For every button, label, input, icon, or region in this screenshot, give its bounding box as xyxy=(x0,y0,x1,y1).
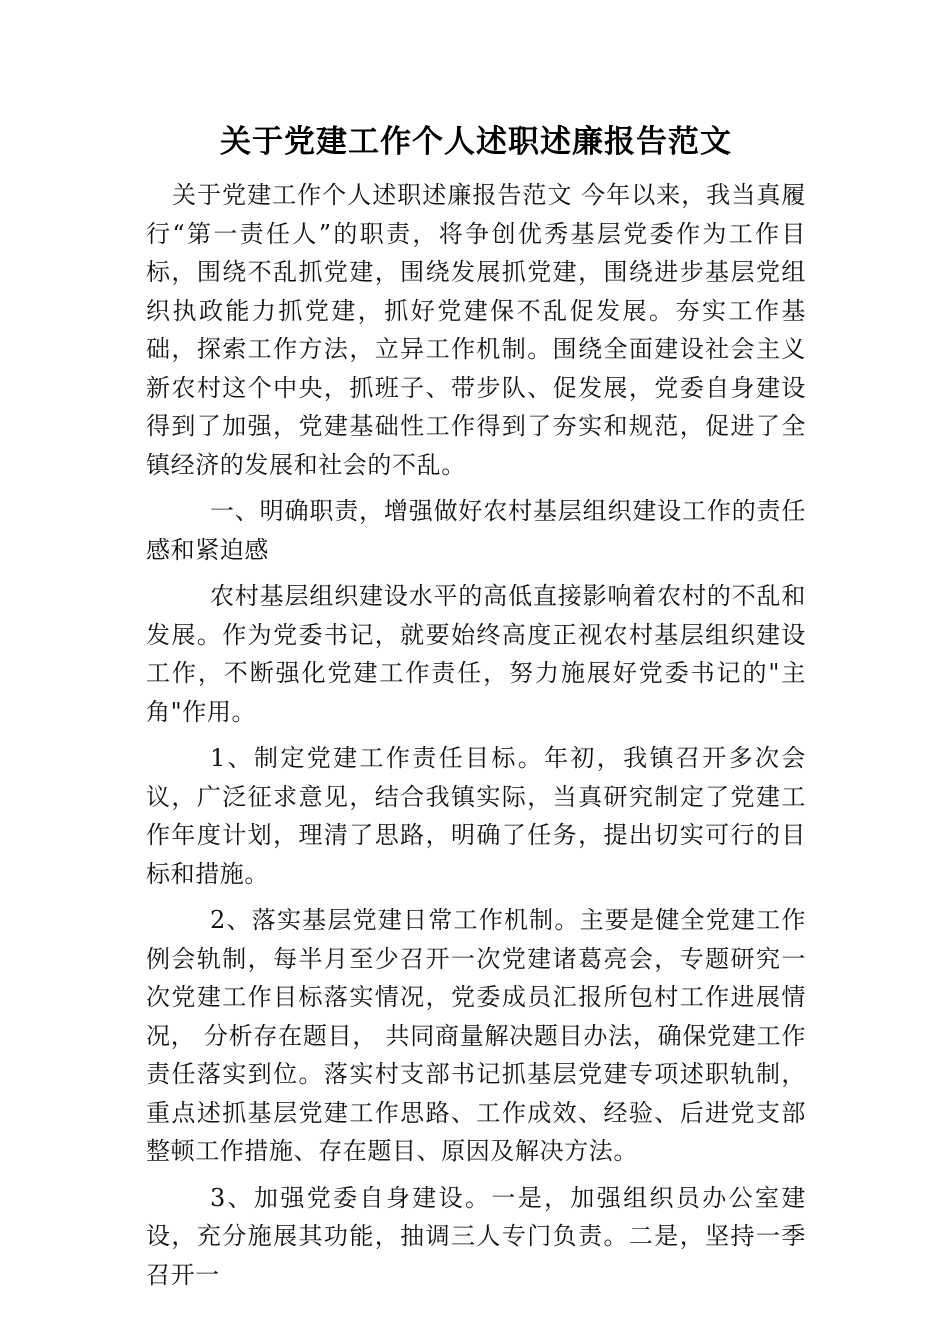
intro-paragraph: 关于党建工作个人述职述廉报告范文 今年以来，我当真履行“第一责任人”的职责，将争创优秀基层党委作为工作目标，围绕不乱抓党建，围绕发展抓党建，围绕进步基层党组织执政能力抓党建，抓好党建保不乱促发展。夯实工作基础，探索工作方法，立异工作机制。围绕全面建设社会主义新农村这个中央，抓班子、带步队、促发展，党委自身建设得到了加强，党建基础性工作得到了夯实和规范，促进了全镇经济的发展和社会的不乱。 xyxy=(146,181,806,479)
body-paragraph: 3、加强党委自身建设。一是，加强组织员办公室建设，充分施展其功能，抽调三人专门负责。二是，坚持一季召开一 xyxy=(146,1183,806,1289)
document-page xyxy=(146,118,806,1294)
body-paragraph: 农村基层组织建设水平的高低直接影响着农村的不乱和发展。作为党委书记，就要始终高度正视农村基层组织建设工作，不断强化党建工作责任，努力施展好党委书记的"主角"作用。 xyxy=(146,582,806,726)
body-paragraph: 1、制定党建工作责任目标。年初，我镇召开多次会议，广泛征求意见，结合我镇实际，当真研究制定了党建工作年度计划，理清了思路，明确了任务，提出切实可行的目标和措施。 xyxy=(146,744,806,888)
document-title: 关于党建工作个人述职述廉报告范文 xyxy=(220,124,732,160)
section-heading-1: 一、明确职责，增强做好农村基层组织建设工作的责任感和紧迫感 xyxy=(146,497,806,564)
body-paragraph: 2、落实基层党建日常工作机制。主要是健全党建工作例会轨制，每半月至少召开一次党建诸葛亮会，专题研究一次党建工作目标落实情况，党委成员汇报所包村工作进展情况， 分析存在题目， 共同商量解决题目办法，确保党建工作责任落实到位。落实村支部书记抓基层党建专项述职轨制，重点述抓基层党建工作思路、工作成效、经验、后进党支部整顿工作措施、存在题目、原因及解决方法。 xyxy=(146,906,806,1165)
